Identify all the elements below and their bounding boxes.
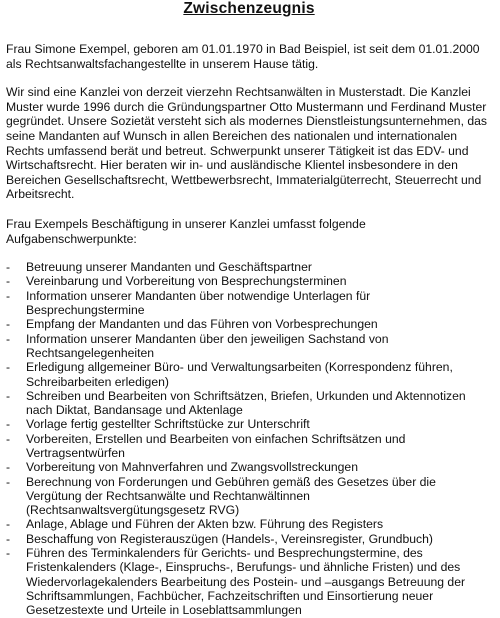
task-text: Vorbereitung von Mahnverfahren und Zwangsvollstreckungen bbox=[26, 460, 358, 475]
duties-intro-paragraph: Frau Exempels Beschäftigung in unserer Kanzlei umfasst folgende Aufgabenschwerpunkte: bbox=[6, 216, 366, 246]
firm-description-paragraph: Wir sind eine Kanzlei von derzeit vierzehn Rechtsanwälten in Musterstadt. Die Kanzlei Muster wurde 1996 durch die Gründungspartner Otto Mustermann und Ferdinand Muster gegründet. Unsere Sozietät versteht sich als modernes Dienstleistungsunternehmen, das seine Mandanten auf Wunsch in allen Bereichen des nationalen und internationalen Rechts umfassend berät und betreut. Schwerpunkt unserer Tätigkeit ist das EDV- und Wirtschaftsrecht. Hier beraten wir in- und ausländische Klientel insbesondere in den Bereichen Gesellschaftsrecht, Wettbewerbsrecht, Immaterialgüterrecht, Steuerrecht und Arbeitsrecht. bbox=[6, 85, 487, 202]
task-item bbox=[6, 460, 492, 474]
task-item bbox=[6, 532, 492, 546]
task-text: Schreiben und Bearbeiten von Schriftsätzen, Briefen, Urkunden und Aktennotizen nach Diktat, Bandansage und Aktenlage bbox=[26, 388, 466, 418]
bullet-dash: - bbox=[6, 474, 11, 489]
bullet-dash: - bbox=[6, 331, 11, 346]
task-item bbox=[6, 289, 492, 318]
task-item bbox=[6, 517, 492, 531]
task-text: Berechnung von Forderungen und Gebühren gemäß des Gesetzes über die Vergütung der Rechtsanwälte und Rechtanwältinnen (Rechtsanwaltsvergütungsgesetz RVG) bbox=[26, 474, 436, 518]
task-text: Erledigung allgemeiner Büro- und Verwaltungsarbeiten (Korrespondenz führen, Schreibarbeiten erledigen) bbox=[26, 360, 453, 389]
bullet-dash: - bbox=[6, 317, 11, 332]
task-item bbox=[6, 475, 492, 518]
task-text: Vorbereiten, Erstellen und Bearbeiten von einfachen Schriftsätzen und Vertragsentwürfen bbox=[26, 431, 406, 460]
task-text: Empfang der Mandanten und das Führen von Vorbesprechungen bbox=[26, 317, 378, 332]
task-text: Beschaffung von Registerauszügen (Handels-, Vereinsregister, Grundbuch) bbox=[26, 531, 433, 546]
task-text: Vereinbarung und Vorbereitung von Besprechungsterminen bbox=[26, 274, 347, 289]
bullet-dash: - bbox=[6, 517, 11, 532]
task-item bbox=[6, 432, 492, 461]
task-text: Vorlage fertig gestellter Schriftstücke zur Unterschrift bbox=[26, 417, 310, 432]
task-item bbox=[6, 360, 492, 389]
bullet-dash: - bbox=[6, 288, 11, 303]
task-item bbox=[6, 317, 492, 331]
bullet-dash: - bbox=[6, 360, 11, 375]
task-text: Information unserer Mandanten über notwendige Unterlagen für Besprechungstermine bbox=[26, 288, 371, 318]
bullet-dash: - bbox=[6, 260, 11, 275]
bullet-dash: - bbox=[6, 546, 11, 561]
task-item bbox=[6, 260, 492, 274]
bullet-dash: - bbox=[6, 274, 11, 289]
task-item bbox=[6, 546, 492, 617]
intro-paragraph: Frau Simone Exempel, geboren am 01.01.1970 in Bad Beispiel, ist seit dem 01.01.2000 als Rechtsanwaltsfachangestellte in unserem Hause tätig. bbox=[6, 42, 480, 71]
document-page bbox=[6, 0, 492, 618]
task-item bbox=[6, 332, 492, 361]
task-text: Information unserer Mandanten über den jeweiligen Sachstand von Rechtsangelegenheiten bbox=[26, 331, 389, 360]
task-list bbox=[6, 260, 492, 617]
task-text: Betreuung unserer Mandanten und Geschäftspartner bbox=[26, 260, 312, 275]
bullet-dash: - bbox=[6, 417, 11, 432]
document-title: Zwischenzeugnis bbox=[183, 0, 315, 17]
task-item bbox=[6, 389, 492, 418]
task-text: Anlage, Ablage und Führen der Akten bzw. Führung des Registers bbox=[26, 517, 384, 532]
bullet-dash: - bbox=[6, 460, 11, 475]
task-item bbox=[6, 417, 492, 431]
bullet-dash: - bbox=[6, 431, 11, 446]
bullet-dash: - bbox=[6, 388, 11, 403]
bullet-dash: - bbox=[6, 531, 11, 546]
task-item bbox=[6, 274, 492, 288]
task-text: Führen des Terminkalenders für Gerichts- und Besprechungstermine, des Fristenkalenders (Klage-, Einspruchs-, Berufungs- und ähnliche Fristen) und des Wiedervorlagekalenders Bearbeitung des Postein- und –ausgangs Betreuung der Schriftsammlungen, Fachbücher, Fachzeitschriften und Einsortierung neuer Gesetzestexte und Urteile in Loseblattsammlungen bbox=[26, 546, 466, 618]
